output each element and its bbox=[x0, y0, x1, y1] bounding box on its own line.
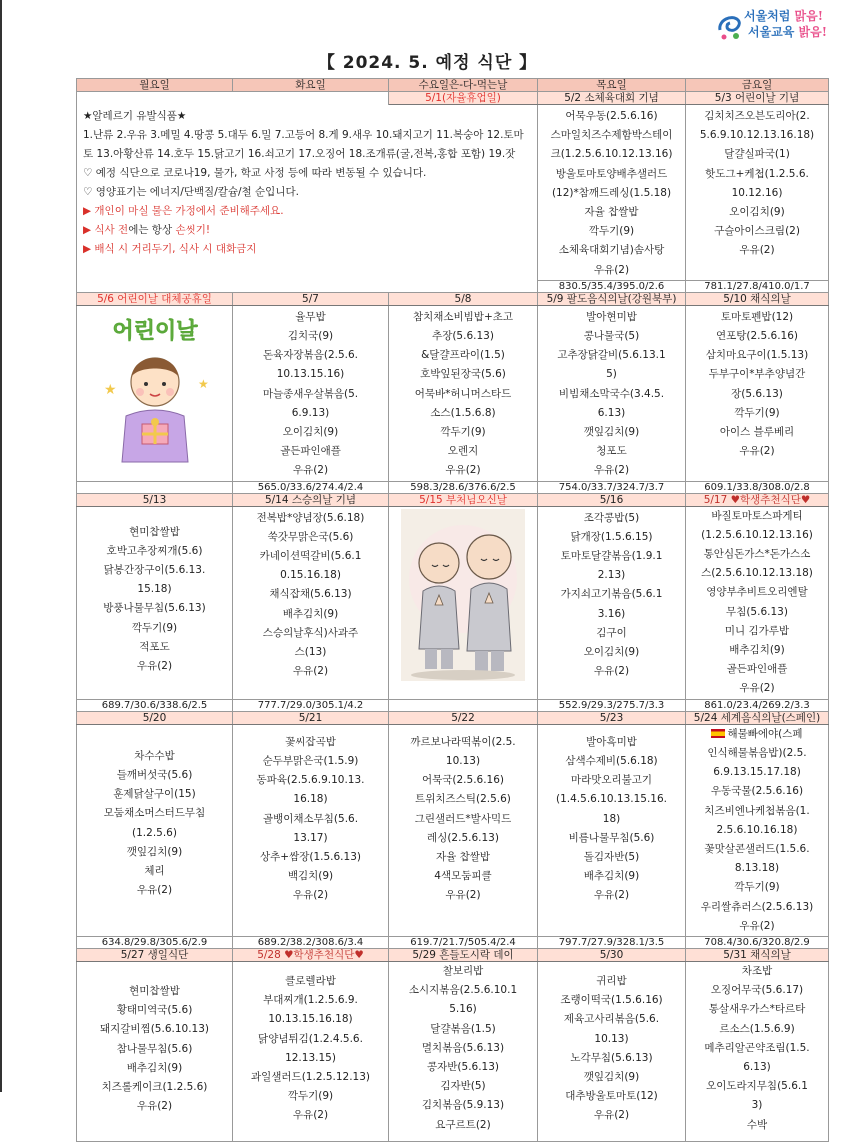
header-wednesday: 수요일은-다-먹는날 bbox=[389, 79, 538, 92]
menu-item: 0.15.16.18) bbox=[280, 569, 341, 582]
menu-item: 차조밥 bbox=[741, 964, 773, 977]
menu-item: 체리 bbox=[144, 864, 165, 877]
menu-item: 김자반(5) bbox=[440, 1080, 486, 1093]
nutrition-cell: 781.1/27.8/410.0/1.7 bbox=[686, 280, 829, 292]
menu-cell-thu bbox=[538, 305, 686, 481]
menu-item: 돈육자장볶음(2.5.6. bbox=[262, 349, 358, 362]
menu-item: 과일샐러드(1.2.5.12.13) bbox=[250, 1070, 371, 1083]
notice-line: ♡ 영양표기는 에너지/단백질/칼슘/철 순입니다. bbox=[83, 186, 299, 198]
menu-item: 김구이 bbox=[596, 626, 627, 639]
menu-item: &달걀프라이(1.5) bbox=[421, 349, 505, 362]
menu-item: 닭봉간장구이(5.6.13. bbox=[103, 564, 206, 577]
nutrition-cell: 708.4/30.6/320.8/2.9 bbox=[686, 936, 829, 948]
date-cell: 5/7 bbox=[233, 292, 389, 305]
nutrition-cell: 861.0/23.4/269.2/3.3 bbox=[686, 699, 829, 711]
menu-item: 카네이션떡갈비(5.6.1 bbox=[259, 550, 362, 563]
menu-item: 마늘종새우살볶음(5. bbox=[262, 387, 359, 400]
menu-item: 무침(5.6.13) bbox=[726, 605, 788, 618]
menu-item: 채식잡채(5.6.13) bbox=[269, 588, 352, 601]
menu-item: 우리쌀츄러스(2.5.6.13) bbox=[700, 900, 814, 913]
menu-item: 비빔채소막국수(3.4.5. bbox=[558, 387, 665, 400]
header-tuesday: 화요일 bbox=[233, 79, 389, 92]
menu-item: 조각콩밥(5) bbox=[583, 511, 640, 524]
menu-item: 깻잎김치(9) bbox=[126, 845, 183, 858]
menu-item: 트위치즈스틱(2.5.6) bbox=[415, 793, 511, 806]
childrens-day-title: 어린이날 bbox=[111, 318, 198, 344]
menu-item: 깍두기(9) bbox=[131, 621, 178, 634]
menu-item: 스(2.5.6.10.12.13.18) bbox=[701, 567, 813, 580]
header-thursday: 목요일 bbox=[538, 79, 686, 92]
menu-item: (12)*참깨드레싱(1.5.18) bbox=[551, 186, 672, 199]
week3-menu-row bbox=[77, 506, 829, 699]
menu-item: 김치볶음(5.9.13) bbox=[421, 1099, 505, 1112]
header-friday: 금요일 bbox=[686, 79, 829, 92]
menu-cell-fri bbox=[686, 506, 829, 699]
page-left-border bbox=[0, 0, 2, 1092]
menu-item: 멸치볶음(5.6.13) bbox=[421, 1041, 505, 1054]
notice-line: ▶ 배식 시 거리두기, 식사 시 대화금지 bbox=[83, 243, 257, 255]
menu-item: 깍두기(9) bbox=[588, 225, 635, 238]
menu-item: 바질토마토스파게티 bbox=[711, 509, 803, 522]
menu-item: 구슬아이스크림(2) bbox=[714, 225, 800, 238]
menu-item: 6.13) bbox=[597, 406, 626, 419]
menu-item: 2.5.6.10.16.18) bbox=[716, 823, 798, 836]
menu-item: 우유(2) bbox=[739, 244, 775, 257]
menu-item: 들깨버섯국(5.6) bbox=[116, 768, 193, 781]
menu-item: 우유(2) bbox=[292, 1109, 329, 1122]
menu-item: 조랭이떡국(1.5.6.16) bbox=[560, 994, 663, 1007]
menu-item: 노각무침(5.6.13) bbox=[570, 1051, 653, 1064]
menu-item: 차수수밥 bbox=[134, 749, 175, 762]
week3-date-row bbox=[77, 493, 829, 506]
logo-mark-icon bbox=[716, 12, 746, 42]
menu-item: 우유(2) bbox=[292, 464, 329, 477]
menu-item: 2.13) bbox=[597, 569, 626, 582]
menu-cell-tue bbox=[233, 305, 389, 481]
nutrition-cell: 634.8/29.8/305.6/2.9 bbox=[77, 936, 233, 948]
menu-item: 3.16) bbox=[597, 607, 626, 620]
menu-item: 오이김치(9) bbox=[583, 646, 640, 659]
menu-item: 쑥갓무맑은국(5.6) bbox=[267, 530, 354, 543]
menu-item: 어묵우동(2.5.6.16) bbox=[565, 110, 658, 122]
menu-item: 6.9.13.15.17.18) bbox=[713, 766, 801, 779]
menu-item: 달걀볶음(1.5) bbox=[430, 1022, 496, 1035]
menu-item: 부대찌개(1.2.5.6.9. bbox=[263, 994, 358, 1007]
menu-item: 닭양념튀김(1.2.4.5.6. bbox=[258, 1032, 363, 1045]
menu-item: 발아흑미밥 bbox=[586, 735, 637, 748]
menu-item: 핫도그+케첩(1.2.5.6. bbox=[705, 167, 809, 180]
svg-text:★: ★ bbox=[197, 376, 209, 391]
menu-item: 모둠채소머스터드무침 bbox=[103, 807, 206, 820]
menu-item: 그린샐러드*발사믹드 bbox=[414, 812, 512, 825]
notice-line: ♡ 예정 식단으로 코로나19, 물가, 학교 사정 등에 따라 변동될 수 있습니다. bbox=[83, 167, 427, 179]
week3-nutrition-row bbox=[77, 699, 829, 711]
menu-item: 현미찹쌀밥 bbox=[129, 984, 180, 997]
meal-plan-table bbox=[76, 78, 829, 1142]
menu-item: 요구르트(2) bbox=[435, 1118, 491, 1131]
menu-item: 달걀실파국(1) bbox=[724, 148, 790, 161]
menu-item: 오이도라지무침(5.6.1 bbox=[706, 1080, 808, 1093]
menu-item: (1.2.5.6.10.12.13.16) bbox=[701, 528, 813, 541]
date-cell: 5/14 스승의날 기념 bbox=[233, 493, 389, 506]
menu-item: 장(5.6.13) bbox=[731, 387, 783, 400]
week2-date-row bbox=[77, 292, 829, 305]
menu-item: 소체육대회기념)솜사탕 bbox=[558, 244, 665, 257]
menu-item: 호박고추장찌개(5.6) bbox=[106, 544, 203, 557]
date-cell: 5/24 세계음식의날(스페인) bbox=[686, 711, 829, 724]
menu-item: 까르보나라떡볶이(2.5. bbox=[410, 735, 516, 748]
menu-item: 비름나물무침(5.6) bbox=[568, 831, 655, 844]
menu-item: 소스(1.5.6.8) bbox=[430, 406, 496, 419]
menu-item: 크(1.2.5.6.10.12.13.16) bbox=[550, 148, 673, 161]
menu-item: 10.13) bbox=[594, 1032, 629, 1045]
nutrition-cell: 689.7/30.6/338.6/2.5 bbox=[77, 699, 233, 711]
menu-item: 어묵국(2.5.6.16) bbox=[421, 774, 505, 787]
menu-item: 클로렐라밥 bbox=[285, 974, 336, 987]
menu-item: 10.13) bbox=[445, 754, 481, 767]
nutrition-cell: 609.1/33.8/308.0/2.8 bbox=[686, 481, 829, 493]
week2-menu-row bbox=[77, 305, 829, 481]
monks-illustration bbox=[395, 509, 531, 685]
nutrition-cell: 689.2/38.2/308.6/3.4 bbox=[233, 936, 389, 948]
menu-item: 13.17) bbox=[293, 831, 328, 844]
menu-item: 10.13.15.16) bbox=[276, 368, 345, 381]
menu-item: 오이김치(9) bbox=[729, 206, 785, 219]
menu-item: 5.6.9.10.12.13.16.18) bbox=[699, 129, 815, 142]
allergy-list: 1.난류 2.우유 3.메밀 4.땅콩 5.대두 6.밀 7.고등어 8.게 9.새우 10.돼지고기 11.복숭아 12.토마토 13.아황산류 14.호두 15.닭고기 16.쇠고기 17.오징어 18.조개류(굴,전복,홍합 포함) 19.잣 bbox=[83, 129, 524, 160]
date-cell: 5/21 bbox=[233, 711, 389, 724]
menu-item: 배추김치(9) bbox=[282, 607, 339, 620]
logo-line1-b: 맑음! bbox=[794, 9, 823, 23]
menu-item: 배추김치(9) bbox=[729, 644, 785, 657]
menu-cell-tue bbox=[233, 961, 389, 1141]
menu-item: 8.13.18) bbox=[734, 862, 780, 875]
menu-item: 순두부맑은국(1.5.9) bbox=[262, 754, 359, 767]
menu-item: 골든파인애플 bbox=[726, 663, 788, 676]
date-cell: 5/3 어린이날 기념 bbox=[686, 92, 829, 105]
nutrition-cell: 598.3/28.6/376.6/2.5 bbox=[389, 481, 538, 493]
nutrition-cell: 754.0/33.7/324.7/3.7 bbox=[538, 481, 686, 493]
nutrition-cell: 797.7/27.9/328.1/3.5 bbox=[538, 936, 686, 948]
menu-item: 6.9.13) bbox=[291, 406, 330, 419]
menu-item: 꽃맛살콘샐러드(1.5.6. bbox=[704, 842, 810, 855]
nutrition-cell bbox=[77, 481, 233, 493]
menu-item: 우유(2) bbox=[593, 1109, 630, 1122]
menu-item: 해물빠에야(스페 bbox=[686, 725, 828, 744]
date-cell: 5/13 bbox=[77, 493, 233, 506]
menu-item: 귀리밥 bbox=[596, 974, 627, 987]
menu-cell-fri bbox=[686, 105, 829, 281]
week5-menu-row bbox=[77, 961, 829, 1141]
menu-item: 콩나물국(5) bbox=[583, 330, 640, 343]
notice-box bbox=[77, 105, 538, 293]
menu-item: 동파육(2.5.6.9.10.13. bbox=[256, 774, 365, 787]
menu-item: 황태미역국(5.6) bbox=[116, 1004, 193, 1017]
logo-line2-b: 밝음! bbox=[798, 25, 827, 39]
menu-item: 자율 찹쌀밥 bbox=[435, 850, 491, 863]
menu-item: 치즈롤케이크(1.2.5.6) bbox=[101, 1080, 208, 1093]
menu-cell-wed bbox=[389, 724, 538, 936]
menu-item: 추장(5.6.13) bbox=[432, 330, 494, 343]
menu-item: 6.13) bbox=[743, 1060, 771, 1073]
menu-item: 메추리알곤약조림(1.5. bbox=[704, 1041, 810, 1054]
menu-cell-fri bbox=[686, 724, 829, 936]
menu-item: 골뱅이채소무침(5.6. bbox=[262, 812, 359, 825]
menu-cell-thu bbox=[538, 105, 686, 281]
menu-item: 고추장닭갈비(5.6.13.1 bbox=[557, 349, 666, 362]
date-cell: 5/20 bbox=[77, 711, 233, 724]
menu-item: 우유(2) bbox=[593, 889, 630, 902]
nutrition-cell: 830.5/35.4/395.0/2.6 bbox=[538, 280, 686, 292]
childrens-day-image-cell bbox=[77, 305, 233, 481]
date-cell: 5/30 bbox=[538, 948, 686, 961]
menu-item: 우유(2) bbox=[739, 919, 775, 932]
menu-item: 16.18) bbox=[293, 793, 328, 806]
menu-item: 꽃씨잡곡밥 bbox=[285, 735, 336, 748]
menu-item: 방울토마토양배추샐러드 bbox=[555, 167, 668, 180]
menu-item: 오이김치(9) bbox=[282, 426, 339, 439]
nutrition-cell bbox=[389, 699, 538, 711]
menu-item: 참치채소비빔밥+초고 bbox=[412, 310, 514, 323]
menu-cell-mon bbox=[77, 506, 233, 699]
menu-item: 스(13) bbox=[294, 646, 327, 659]
menu-item: 우유(2) bbox=[593, 464, 630, 477]
menu-item: 백김치(9) bbox=[287, 870, 334, 883]
menu-item: 우유(2) bbox=[739, 445, 775, 458]
menu-item: 두부구이*부추양념간 bbox=[708, 368, 806, 381]
menu-item: 깍두기(9) bbox=[287, 1090, 334, 1103]
menu-item: 토마토펜밥(12) bbox=[720, 310, 794, 323]
menu-item: 5) bbox=[606, 368, 617, 381]
menu-item: 호박잎된장국(5.6) bbox=[420, 368, 506, 381]
date-cell: 5/1(자율휴업일) bbox=[389, 92, 538, 105]
week2-nutrition-row bbox=[77, 481, 829, 493]
menu-item: 15.18) bbox=[137, 583, 172, 596]
weekday-header-row bbox=[77, 79, 829, 92]
menu-cell-wed bbox=[389, 961, 538, 1141]
menu-item: 대추방울토마토(12) bbox=[565, 1090, 658, 1103]
menu-item: 스마일치즈수제함박스테이 bbox=[550, 129, 673, 142]
menu-item: 마라맛오리불고기 bbox=[570, 774, 653, 787]
menu-item: 돼지갈비찜(5.6.10.13) bbox=[99, 1023, 209, 1036]
menu-item: 깍두기(9) bbox=[734, 881, 780, 894]
menu-item: 배추김치(9) bbox=[126, 1061, 183, 1074]
menu-item: 현미찹쌀밥 bbox=[129, 525, 180, 538]
menu-item: 훈제닭살구이(15) bbox=[113, 788, 196, 801]
menu-item: 찰보리밥 bbox=[442, 964, 484, 977]
menu-item: 우유(2) bbox=[136, 884, 173, 897]
menu-cell-tue bbox=[233, 506, 389, 699]
menu-item: 통살새우가스*타르타 bbox=[708, 1003, 806, 1016]
allergy-title: ★알레르기 유발식품★ bbox=[83, 110, 187, 122]
menu-item: 3) bbox=[751, 1099, 763, 1112]
menu-item: 골든파인애플 bbox=[280, 445, 341, 458]
menu-item: 10.12.16) bbox=[731, 186, 783, 199]
menu-item: 깻잎김치(9) bbox=[583, 426, 640, 439]
buddha-day-image-cell bbox=[389, 506, 538, 699]
date-cell: 5/28 ♥학생추천식단♥ bbox=[233, 948, 389, 961]
seoul-education-logo bbox=[716, 6, 836, 46]
menu-item: 깍두기(9) bbox=[734, 406, 780, 419]
menu-item: (1.4.5.6.10.13.15.16. bbox=[556, 793, 667, 806]
menu-cell-fri bbox=[686, 961, 829, 1141]
menu-item: 오렌지 bbox=[447, 445, 479, 458]
nutrition-cell: 619.7/21.7/505.4/2.4 bbox=[389, 936, 538, 948]
menu-cell-tue bbox=[233, 724, 389, 936]
menu-item: 미니 김가루밥 bbox=[724, 624, 790, 637]
menu-item: 닭개장(1.5.6.15) bbox=[570, 530, 653, 543]
date-cell: 5/2 소체육대회 기념 bbox=[538, 92, 686, 105]
menu-item: 전복밥*양념장(5.6.18) bbox=[256, 511, 365, 524]
week4-nutrition-row bbox=[77, 936, 829, 948]
date-cell: 5/10 채식의날 bbox=[686, 292, 829, 305]
menu-item: 18) bbox=[602, 812, 621, 825]
menu-item: 삼치마요구이(1.5.13) bbox=[705, 349, 809, 362]
menu-item: 콩자반(5.6.13) bbox=[426, 1060, 500, 1073]
menu-item: 우유(2) bbox=[292, 665, 329, 678]
menu-item: 영양부추비트오리엔탈 bbox=[706, 586, 808, 599]
date-cell: 5/9 팔도음식의날(강원북부) bbox=[538, 292, 686, 305]
page-title: 【 2024. 5. 예정 식단 】 bbox=[317, 53, 538, 73]
logo-line1-a: 서울처럼 bbox=[744, 9, 795, 23]
menu-item: 소시지볶음(2.5.6.10.1 bbox=[408, 984, 518, 997]
week1-menu-row bbox=[77, 105, 829, 281]
menu-item: 우유(2) bbox=[739, 682, 775, 695]
menu-item: 김치치즈오븐도리아(2. bbox=[704, 110, 810, 122]
menu-item: 우유(2) bbox=[445, 889, 481, 902]
menu-item: 수박 bbox=[746, 1118, 768, 1131]
menu-cell-mon bbox=[77, 724, 233, 936]
week1-date-row bbox=[77, 92, 829, 105]
childrens-day-illustration bbox=[90, 312, 220, 472]
menu-cell-fri bbox=[686, 305, 829, 481]
date-cell: 5/16 bbox=[538, 493, 686, 506]
spain-flag-icon bbox=[711, 729, 725, 738]
menu-item: 참나물무침(5.6) bbox=[116, 1042, 193, 1055]
menu-item: 깻잎김치(9) bbox=[583, 1070, 640, 1083]
nutrition-cell: 565.0/33.6/274.4/2.4 bbox=[233, 481, 389, 493]
date-cell: 5/8 bbox=[389, 292, 538, 305]
menu-item: 우유(2) bbox=[292, 889, 329, 902]
menu-item: 오징어무국(5.6.17) bbox=[710, 984, 804, 997]
menu-item: (1.2.5.6) bbox=[132, 826, 177, 839]
menu-item: 우유(2) bbox=[136, 660, 173, 673]
menu-item: 삼색수제비(5.6.18) bbox=[565, 754, 658, 767]
menu-item: 인식해물볶음밥)(2.5. bbox=[707, 746, 807, 759]
nutrition-cell: 777.7/29.0/305.1/4.2 bbox=[233, 699, 389, 711]
menu-item: 4색모둠피클 bbox=[434, 870, 492, 883]
date-cell: 5/6 어린이날 대체공휴일 bbox=[77, 292, 233, 305]
week5-date-row bbox=[77, 948, 829, 961]
menu-cell-mon bbox=[77, 961, 233, 1141]
notice-line: ▶ 식사 전에는 항상 손씻기! bbox=[83, 224, 211, 236]
nutrition-cell: 552.9/29.3/275.7/3.3 bbox=[538, 699, 686, 711]
menu-item: 율무밥 bbox=[295, 310, 326, 323]
svg-text:★: ★ bbox=[103, 381, 117, 398]
menu-cell-thu bbox=[538, 724, 686, 936]
menu-item: 어묵바*허니머스타드 bbox=[414, 387, 512, 400]
menu-item: 10.13.15.16.18) bbox=[268, 1013, 353, 1026]
menu-item: 상추+쌈장(1.5.6.13) bbox=[260, 850, 361, 863]
menu-item: 레싱(2.5.6.13) bbox=[427, 831, 499, 844]
menu-item: 가지쇠고기볶음(5.6.1 bbox=[560, 588, 663, 601]
date-cell: 5/22 bbox=[389, 711, 538, 724]
menu-item: 배추김치(9) bbox=[583, 870, 640, 883]
menu-item: 돌김자반(5) bbox=[583, 850, 640, 863]
menu-item: 르소스(1.5.6.9) bbox=[719, 1022, 795, 1035]
menu-item: 제육고사리볶음(5.6. bbox=[563, 1013, 660, 1026]
menu-item: 발아현미밥 bbox=[586, 310, 637, 323]
menu-item: 적포도 bbox=[139, 640, 170, 653]
menu-item: 5.16) bbox=[449, 1003, 477, 1016]
menu-item: 청포도 bbox=[596, 445, 627, 458]
menu-item: 통안심돈가스*돈가스소 bbox=[703, 548, 811, 561]
menu-item: 12.13.15) bbox=[285, 1051, 336, 1064]
date-cell: 5/27 생일식단 bbox=[77, 948, 233, 961]
menu-cell-thu bbox=[538, 961, 686, 1141]
menu-item: 연포탕(2.5.6.16) bbox=[715, 330, 799, 343]
notice-line: ▶ 개인이 마실 물은 가정에서 준비해주세요. bbox=[83, 205, 284, 217]
menu-item: 치즈비엔나케첩볶음(1. bbox=[704, 804, 810, 817]
header-monday: 월요일 bbox=[77, 79, 233, 92]
menu-item: 우유(2) bbox=[445, 464, 481, 477]
week4-date-row bbox=[77, 711, 829, 724]
menu-cell-thu bbox=[538, 506, 686, 699]
menu-item: 자율 찹쌀밥 bbox=[584, 206, 639, 219]
menu-item: 우유(2) bbox=[593, 665, 630, 678]
menu-item: 우동국물(2.5.6.16) bbox=[710, 785, 804, 798]
date-cell: 5/17 ♥학생추천식단♥ bbox=[686, 493, 829, 506]
menu-item: 깍두기(9) bbox=[440, 426, 486, 439]
week4-menu-row bbox=[77, 724, 829, 936]
menu-item: 스승의날후식)사과주 bbox=[262, 626, 359, 639]
date-cell: 5/31 채식의날 bbox=[686, 948, 829, 961]
date-cell: 5/29 흔들도시락 데이 bbox=[389, 948, 538, 961]
menu-cell-wed bbox=[389, 305, 538, 481]
menu-item: 아이스 블루베리 bbox=[719, 426, 795, 439]
menu-item: 토마토달걀볶음(1.9.1 bbox=[560, 550, 663, 563]
menu-item: 방풍나물무침(5.6.13) bbox=[103, 602, 206, 615]
date-cell: 5/15 부처님오신날 bbox=[389, 493, 538, 506]
menu-item: 우유(2) bbox=[593, 263, 630, 276]
date-cell: 5/23 bbox=[538, 711, 686, 724]
menu-item: 우유(2) bbox=[136, 1100, 173, 1113]
logo-line2-a: 서울교육 bbox=[748, 25, 799, 39]
menu-item: 김치국(9) bbox=[287, 330, 334, 343]
